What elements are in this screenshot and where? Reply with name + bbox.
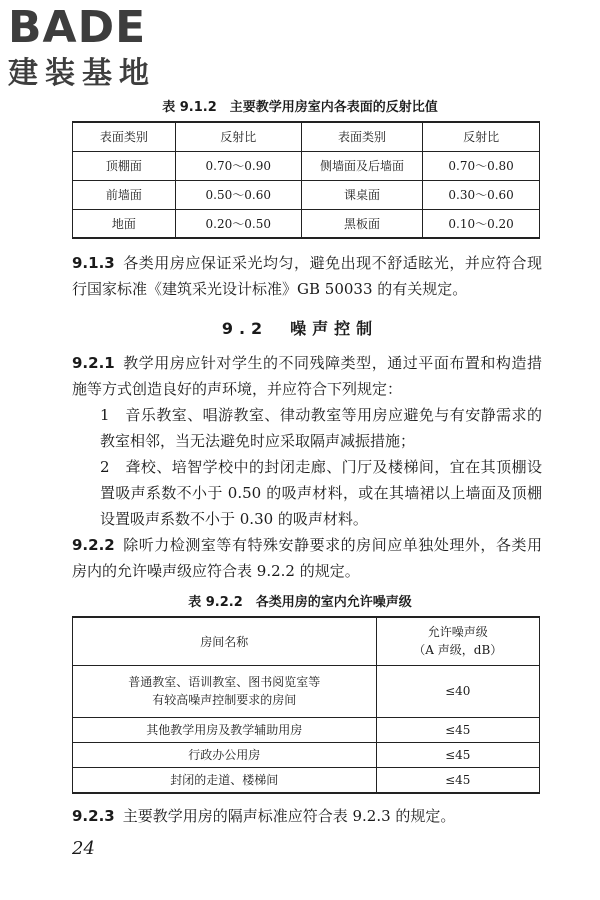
- table-row: [73, 742, 540, 767]
- table-cell: 封闭的走道、楼梯间: [73, 767, 377, 793]
- table-cell: 0.30～0.60: [423, 180, 540, 209]
- table-header: 反射比: [175, 122, 301, 151]
- table-cell: ≤45: [376, 767, 539, 793]
- table-header: 表面类别: [73, 122, 176, 151]
- table-cell: 顶棚面: [73, 151, 176, 180]
- table-cell: ≤45: [376, 717, 539, 742]
- table-row: [73, 665, 540, 717]
- page-number: 24: [72, 838, 95, 859]
- table-cell: ≤40: [376, 665, 539, 717]
- table-cell: 地面: [73, 209, 176, 238]
- table2-caption: 表 9.2.2 各类用房的室内允许噪声级: [188, 595, 412, 610]
- clause-text: 教学用房应针对学生的不同残障类型，通过平面布置和构造措施等方式创造良好的声环境，并应符合下列规定：: [72, 354, 542, 398]
- table-row: [73, 151, 540, 180]
- clause-number: 9.1.3: [72, 254, 115, 272]
- table-header-row: [73, 122, 540, 151]
- table-cell: 黑板面: [301, 209, 422, 238]
- table-header-line: 允许噪声级: [427, 625, 488, 640]
- table-cell-line: 普通教室、语训教室、图书阅览室等: [128, 675, 321, 689]
- table-header: 表面类别: [301, 122, 422, 151]
- table-cell: 0.70～0.80: [423, 151, 540, 180]
- clause-text: 主要教学用房的隔声标准应符合表 9.2.3 的规定。: [122, 807, 456, 825]
- table-cell: 0.20～0.50: [175, 209, 301, 238]
- list-item: 2 聋校、培智学校中的封闭走廊、门厅及楼梯间，宜在其顶棚设置吸声系数不小于 0.50 的吸声材料，或在其墙裙以上墙面及顶棚设置吸声系数不小于 0.30 的吸声材料。: [100, 458, 542, 528]
- table-cell: ≤45: [376, 742, 539, 767]
- logo-mark: BADE: [8, 2, 147, 53]
- logo-subtitle: 建装基地: [8, 56, 156, 91]
- table-row: [73, 767, 540, 793]
- reflectance-table: [72, 121, 540, 239]
- clause-9-2-1: [72, 350, 542, 532]
- table-cell: 0.50～0.60: [175, 180, 301, 209]
- clause-9-2-2: [72, 532, 542, 584]
- table-header: 房间名称: [73, 617, 377, 665]
- table-cell: 其他教学用房及教学辅助用房: [73, 717, 377, 742]
- table-cell: 课桌面: [301, 180, 422, 209]
- logo: [8, 4, 156, 92]
- table-header: 反射比: [423, 122, 540, 151]
- table-row: [73, 209, 540, 238]
- clause-text: 除听力检测室等有特殊安静要求的房间应单独处理外，各类用房内的允许噪声级应符合表 9.2.2 的规定。: [72, 536, 542, 580]
- table-cell: 0.70～0.90: [175, 151, 301, 180]
- clause-text: 各类用房应保证采光均匀，避免出现不舒适眩光，并应符合现行国家标准《建筑采光设计标准》GB 50033 的有关规定。: [72, 254, 542, 298]
- table-cell: 侧墙面及后墙面: [301, 151, 422, 180]
- table-header-line: （A 声级，dB）: [413, 643, 503, 658]
- table1-caption: 表 9.1.2 主要教学用房室内各表面的反射比值: [162, 100, 438, 115]
- table-header: [376, 617, 539, 665]
- clause-9-2-3: [72, 803, 542, 829]
- table-cell-line: 有较高噪声控制要求的房间: [152, 693, 297, 707]
- table-row: [73, 180, 540, 209]
- list-item: 1 音乐教室、唱游教室、律动教室等用房应避免与有安静需求的教室相邻，当无法避免时应采取隔声减振措施；: [100, 406, 542, 450]
- clause-number: 9.2.1: [72, 354, 115, 372]
- clause-number: 9.2.2: [72, 536, 115, 554]
- table-cell: 前墙面: [73, 180, 176, 209]
- table-header-row: [73, 617, 540, 665]
- clause-9-1-3: [72, 250, 542, 302]
- table-cell: [73, 665, 377, 717]
- table-cell: 0.10～0.20: [423, 209, 540, 238]
- noise-level-table: [72, 616, 540, 794]
- section-heading: 9.2 噪声控制: [221, 319, 379, 338]
- table-cell: 行政办公用房: [73, 742, 377, 767]
- clause-number: 9.2.3: [72, 807, 115, 825]
- table-row: [73, 717, 540, 742]
